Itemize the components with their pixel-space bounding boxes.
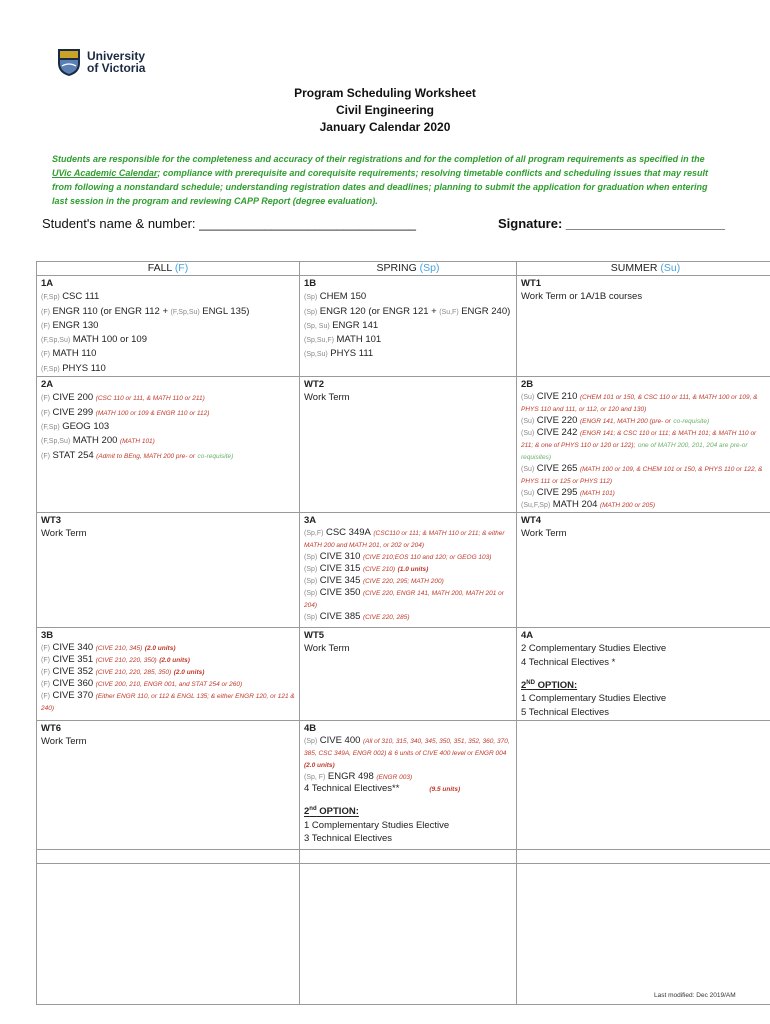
second-option-heading: 2ND OPTION: — [521, 679, 578, 692]
course-line: (F) CIVE 200 (CSC 110 or 111, & MATH 110 or 211) — [41, 392, 205, 404]
elective-line: 1 Complementary Studies Elective — [304, 819, 450, 831]
cell-wt6 — [37, 721, 300, 850]
course-line: (Sp) CIVE 385 (CIVE 220, 285) — [304, 611, 410, 623]
blank-cell[interactable] — [300, 850, 517, 864]
cell-4b — [300, 721, 517, 850]
cell-3b — [37, 628, 300, 721]
term-label: 2A — [41, 379, 54, 391]
course-line: (F) CIVE 370 (Either ENGR 110, or 112 & ENGL 135; & either ENGR 120, or 121 & 240) — [41, 690, 295, 713]
course-line: (Su) CIVE 242 (ENGR 141; & CSC 110 or 111; & MATH 101; & MATH 110 or 211; & one of PHYS 110 or 120 or 122); one of MATH 200, 201, 204 are pre-or requisites) — [521, 427, 757, 462]
course-line: (Sp) CHEM 150 — [304, 291, 367, 303]
blank-cell[interactable] — [37, 850, 300, 864]
term-label: 3A — [304, 515, 317, 527]
term-label: WT2 — [304, 379, 325, 391]
course-line: (F) CIVE 340 (CIVE 210, 345) (2.0 units) — [41, 642, 176, 654]
course-line: (F,Sp,Su) MATH 200 (MATH 101) — [41, 435, 155, 447]
work-term-text: Work Term — [304, 643, 350, 655]
cell-4a — [517, 628, 770, 721]
cell-wt3 — [37, 513, 300, 628]
course-line: (F) CIVE 351 (CIVE 210, 220, 350) (2.0 units) — [41, 654, 190, 666]
cell-wt4 — [517, 513, 770, 628]
cell-wt2 — [300, 377, 517, 513]
work-term-text: Work Term or 1A/1B courses — [521, 291, 643, 303]
course-line: (Su) CIVE 295 (MATH 101) — [521, 487, 615, 499]
term-label: WT1 — [521, 278, 542, 289]
elective-line: 2 Complementary Studies Elective — [521, 643, 667, 655]
term-label: WT3 — [41, 515, 62, 527]
title-line-2: Civil Engineering — [335, 103, 434, 117]
blank-cell[interactable] — [37, 864, 300, 1005]
term-row-2 — [37, 377, 770, 513]
course-line: (F,Sp) GEOG 103 — [41, 420, 110, 432]
course-line: (Sp, Su) ENGR 141 — [304, 319, 379, 331]
course-line: (Sp,F) CSC 349A (CSC110 or 111; & MATH 110 or 211; & either MATH 200 and MATH 201, or 202 or 204) — [304, 527, 505, 550]
term-label: 4A — [521, 630, 534, 642]
course-line: (Su) CIVE 220 (ENGR 141, MATH 200 (pre- or co-requisite) — [521, 415, 710, 427]
term-label: WT5 — [304, 630, 325, 642]
work-term-text: Work Term — [41, 528, 87, 540]
course-line: (F) CIVE 352 (CIVE 210, 220, 285, 350) (2.0 units) — [41, 666, 205, 678]
course-line: (F) STAT 254 (Admit to BEng, MATH 200 pre- or co-requisite) — [41, 449, 234, 461]
second-option-heading: 2nd OPTION: — [304, 806, 359, 818]
course-line: (Su,F,Sp) MATH 204 (MATH 200 or 205) — [521, 499, 656, 511]
course-line: (Su) CIVE 210 (CHEM 101 or 150, & CSC 110 or 111, & MATH 100 or 109, & PHYS 110 and 111, or 112, or 120 and 130) — [521, 391, 758, 414]
cell-1a — [37, 276, 300, 377]
elective-line: 5 Technical Electives — [521, 706, 610, 718]
notice-text-1: Students are responsible for the completeness and accuracy of their registrations and for the completion of all program requirements as specified in the — [52, 154, 705, 164]
elective-line: 1 Complementary Studies Elective — [521, 693, 667, 705]
course-line: (F) ENGR 130 — [41, 319, 99, 331]
cell-1b — [300, 276, 517, 377]
cell-wt1 — [517, 276, 770, 377]
spring-header: SPRING (Sp) — [300, 262, 517, 276]
elective-line: 3 Technical Electives — [304, 833, 393, 845]
fall-header: FALL (F) — [37, 262, 300, 276]
blank-row — [37, 864, 770, 1005]
course-line: (F,Sp,Su) MATH 100 or 109 — [41, 334, 147, 346]
term-label: 3B — [41, 630, 54, 642]
course-line: 4 Technical Electives** (9.5 units) — [304, 783, 461, 795]
term-row-5 — [37, 721, 770, 850]
academic-calendar-link[interactable]: UVic Academic Calendar — [52, 168, 158, 178]
cell-empty-summer — [517, 721, 770, 850]
course-line: (Sp) CIVE 400 (All of 310, 315, 340, 345, 350, 351, 352, 360, 370, 385, CSC 349A, ENGR 002) & 6 units of CIVE 400 level or ENGR 004 (2.0 units) — [304, 735, 510, 770]
crest-icon — [56, 47, 82, 77]
course-line: (F) ENGR 110 (or ENGR 112 + (F,Sp,Su) ENGL 135) — [41, 305, 250, 317]
term-label: 1B — [304, 278, 317, 289]
term-row-1 — [37, 276, 770, 377]
work-term-text: Work Term — [521, 528, 567, 540]
student-name-field[interactable]: Student's name & number: ______________________________ — [42, 216, 417, 231]
term-label: WT4 — [521, 515, 542, 527]
course-line: (Sp) ENGR 120 (or ENGR 121 + (Su,F) ENGR 240) — [304, 305, 511, 317]
course-line: (Su) CIVE 265 (MATH 100 or 109, & CHEM 101 or 150, & PHYS 110 or 122, & PHYS 111 or 125 or PHYS 112) — [521, 463, 763, 486]
page-title-block — [0, 85, 770, 136]
title-line-1: Program Scheduling Worksheet — [294, 86, 476, 100]
elective-line: 4 Technical Electives * — [521, 656, 616, 668]
header-row — [37, 262, 770, 276]
responsibility-notice — [52, 152, 722, 208]
term-label: 2B — [521, 379, 534, 391]
term-row-4 — [37, 628, 770, 721]
course-line: (Sp, F) ENGR 498 (ENGR 003) — [304, 771, 413, 783]
work-term-text: Work Term — [41, 736, 87, 748]
term-label: WT6 — [41, 723, 62, 735]
cell-wt5 — [300, 628, 517, 721]
notice-text-2: ; compliance with prerequisite and corequisite requirements; resolving timetable conflicts and scheduling issues that may result from following a nonstandard schedule; understanding registration dates and deadlines; planning to submit the application for graduation when entering last session in the program and reviewing CAPP Report (degree evaluation). — [52, 168, 709, 206]
summer-header: SUMMER (Su) — [517, 262, 770, 276]
course-line: (Sp) CIVE 315 (CIVE 210) (1.0 units) — [304, 563, 429, 575]
course-line: (Sp,Su,F) MATH 101 — [304, 334, 382, 346]
course-line: (F) CIVE 360 (CIVE 200, 210, ENGR 001, and STAT 254 or 260) — [41, 678, 243, 690]
logo-line-2: of Victoria — [87, 61, 146, 75]
course-line: (F) CIVE 299 (MATH 100 or 109 & ENGR 110 or 112) — [41, 406, 210, 418]
schedule-grid — [36, 261, 770, 1005]
term-row-3 — [37, 513, 770, 628]
term-label: 1A — [41, 278, 54, 289]
cell-2a — [37, 377, 300, 513]
blank-cell[interactable] — [517, 864, 770, 1005]
term-label: 4B — [304, 723, 317, 735]
course-line: (Sp) CIVE 345 (CIVE 220, 295; MATH 200) — [304, 575, 444, 587]
signature-field[interactable]: Signature: ______________________ — [498, 216, 725, 231]
university-logo — [56, 47, 145, 77]
title-line-3: January Calendar 2020 — [319, 120, 451, 134]
cell-3a — [300, 513, 517, 628]
blank-cell[interactable] — [517, 850, 770, 864]
work-term-text: Work Term — [304, 392, 350, 404]
course-line: (F,Sp) PHYS 110 — [41, 362, 106, 374]
blank-cell[interactable] — [300, 864, 517, 1005]
blank-row-label — [37, 850, 770, 864]
course-line: (Sp,Su) PHYS 111 — [304, 348, 374, 360]
cell-2b — [517, 377, 770, 513]
logo-line-1: University — [87, 49, 146, 63]
course-line: (F) MATH 110 — [41, 348, 97, 360]
course-line: (Sp) CIVE 310 (CIVE 210;EOS 110 and 120; or GEOG 103) — [304, 551, 492, 563]
course-line: (F,Sp) CSC 111 — [41, 291, 100, 303]
course-line: (Sp) CIVE 350 (CIVE 220, ENGR 141, MATH 200, MATH 201 or 204) — [304, 587, 504, 610]
last-modified: Last modified: Dec 2019/AM — [654, 992, 736, 999]
